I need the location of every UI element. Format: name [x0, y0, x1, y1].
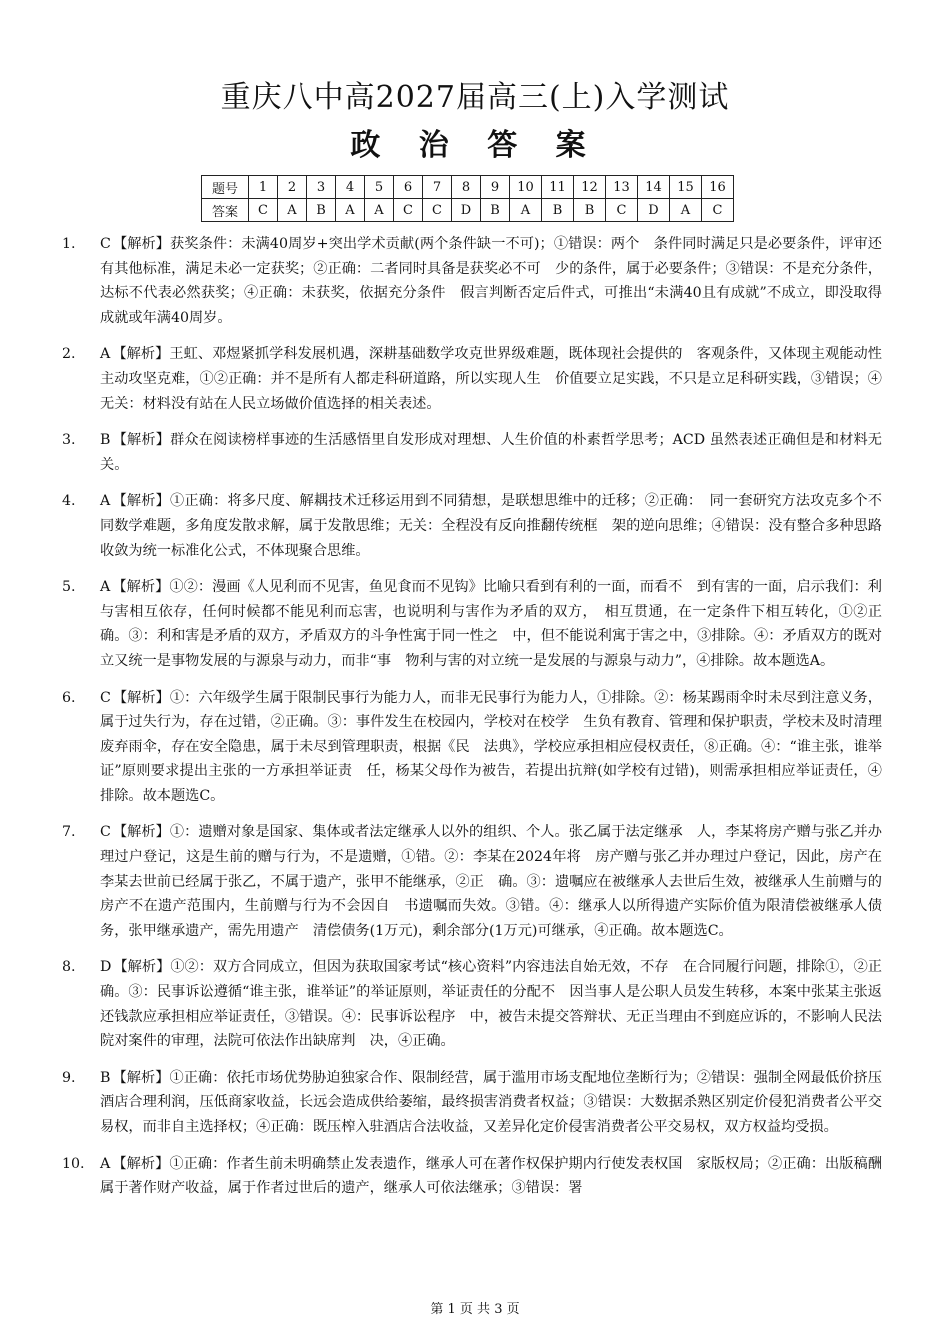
- item-text: 【解析】获奖条件：未满40周岁+突出学术贡献(两个条件缺一不可)；①错误：两个 条件同时满足只是必要条件，评审还有其他标准，满足未必一定获奖；②正确：二者同时具备是获奖必不可 少的条件，属于必要条件；③错误：不是充分条件，达标不代表必然获奖；④正确：未获奖，依据充分条件 假言判断否定后件式，可推出“未满40且有成就”不成立，即没取得成就或年满40周岁。: [100, 236, 882, 326]
- item-answer: C: [100, 236, 111, 252]
- explanation-item: [62, 428, 882, 477]
- page-title: 重庆八中高2027届高三(上)入学测试: [220, 80, 730, 115]
- row-label-number: 题号: [202, 176, 249, 199]
- item-number: 6.: [62, 689, 76, 706]
- item-number: 4.: [62, 493, 76, 510]
- answer-letter: B: [481, 199, 510, 222]
- item-number: 10.: [62, 1155, 85, 1172]
- answer-letter: B: [574, 199, 606, 222]
- question-number: 4: [336, 176, 365, 199]
- item-answer: C: [100, 689, 111, 706]
- item-answer: A: [100, 346, 111, 363]
- explanation-item: [62, 820, 882, 943]
- item-number: 3.: [62, 432, 76, 449]
- explanation-item: [62, 1066, 882, 1140]
- answer-letter: A: [278, 199, 307, 222]
- explanation-item: [62, 489, 882, 563]
- item-number: 1.: [62, 236, 76, 252]
- answer-letter: A: [670, 199, 702, 222]
- item-text: 【解析】群众在阅读榜样事迹的生活感悟里自发形成对理想、人生价值的朴素哲学思考；ACD 虽然表述正确但是和材料无关。: [100, 432, 882, 473]
- answer-letter: A: [365, 199, 394, 222]
- question-number: 16: [702, 176, 734, 199]
- answer-letter: A: [510, 199, 542, 222]
- item-text: 【解析】①正确：依托市场优势胁迫独家合作、限制经营，属于滥用市场支配地位垄断行为；②错误：强制全网最低价挤压酒店合理利润，压低商家收益，长远会造成供给萎缩，最终损害消费者权益；③错误：大数据杀熟区别定价侵犯消费者公平交易权，而非自主选择权；④正确：既压榨入驻酒店合法收益，又差异化定价侵害消费者公平交易权，双方权益均受损。: [100, 1069, 882, 1135]
- question-number: 10: [510, 176, 542, 199]
- item-answer: A: [100, 493, 111, 510]
- question-number: 12: [574, 176, 606, 199]
- answer-letter: B: [307, 199, 336, 222]
- answer-letter: A: [336, 199, 365, 222]
- item-text: 【解析】①正确：作者生前未明确禁止发表遗作，继承人可在著作权保护期内行使发表权国 家版权局；②正确：出版稿酬属于著作财产收益，属于作者过世后的遗产，继承人可依法继承；③错误：署: [100, 1155, 882, 1197]
- item-answer: B: [100, 432, 111, 449]
- item-number: 7.: [62, 824, 76, 841]
- question-number: 6: [394, 176, 423, 199]
- explanation-item: [62, 1152, 882, 1201]
- item-text: 【解析】①②：漫画《人见利而不见害，鱼见食而不见钩》比喻只看到有利的一面，而看不 到有害的一面，启示我们：利与害相互依存，任何时候都不能见利而忘害，也说明利与害作为矛盾的双方， 相互贯通，在一定条件下相互转化，①②正确。③：利和害是矛盾的双方，矛盾双方的斗争性寓于同一性之 中，但不能说利寓于害之中，③排除。④：矛盾双方的既对立又统一是事物发展的与源泉与动力，而非“事 物利与害的对立统一是发展的与源泉与动力”，④排除。故本题选A。: [100, 579, 882, 669]
- question-number: 11: [542, 176, 574, 199]
- item-text: 【解析】王虹、邓煜紧抓学科发展机遇，深耕基础数学攻克世界级难题，既体现社会提供的 客观条件，又体现主观能动性主动攻坚克难，①②正确：并不是所有人都走科研道路，所以实现人生 价值要立足实践，不只是立足科研实践，③错误；④无关：材料没有站在人民立场做价值选择的相关表述。: [100, 346, 882, 412]
- question-number: 8: [452, 176, 481, 199]
- item-number: 9.: [62, 1069, 76, 1086]
- answer-table-answer-row: [202, 199, 734, 222]
- explanation-item: [62, 342, 882, 416]
- question-number: 13: [606, 176, 638, 199]
- answer-table: [201, 175, 734, 222]
- item-text: 【解析】①：遗赠对象是国家、集体或者法定继承人以外的组织、个人。张乙属于法定继承 人，李某将房产赠与张乙并办理过户登记，这是生前的赠与行为，不是遗赠，①错。②：李某在2024年将 房产赠与张乙并办理过户登记，因此，房产在李某去世前已经属于张乙，不属于遗产，张甲不能继承，②正 确。③：遗嘱应在被继承人去世后生效，被继承人生前赠与的房产不在遗产范围内，生前赠与行为不会因自 书遗嘱而失效。③错。④：继承人以所得遗产实际价值为限清偿被继承人债务，张甲继承遗产，需先用遗产 清偿债务(1万元)，剩余部分(1万元)可继承，④正确。故本题选C。: [100, 824, 882, 939]
- answer-letter: D: [638, 199, 670, 222]
- question-number: 3: [307, 176, 336, 199]
- answer-letter: C: [423, 199, 452, 222]
- answer-letter: D: [452, 199, 481, 222]
- answer-letter: C: [249, 199, 278, 222]
- page-footer: 第 1 页 共 3 页: [430, 1302, 520, 1317]
- question-number: 1: [249, 176, 278, 199]
- answer-letter: C: [394, 199, 423, 222]
- page-subtitle: 政 治 答 案: [350, 128, 600, 163]
- question-number: 7: [423, 176, 452, 199]
- question-number: 2: [278, 176, 307, 199]
- question-number: 9: [481, 176, 510, 199]
- explanation-item: [62, 575, 882, 673]
- item-number: 8.: [62, 959, 76, 976]
- item-answer: C: [100, 824, 111, 841]
- row-label-answer: 答案: [202, 199, 249, 222]
- item-text: 【解析】①正确：将多尺度、解耦技术迁移运用到不同猜想，是联想思维中的迁移；②正确： 同一套研究方法攻克多个不同数学难题，多角度发散求解，属于发散思维；无关：全程没有反向推翻传统框 架的逆向思维；④错误：没有整合多种思路收敛为统一标准化公式，不体现聚合思维。: [100, 493, 882, 559]
- item-answer: B: [100, 1069, 111, 1086]
- item-number: 5.: [62, 579, 76, 596]
- item-text: 【解析】①②：双方合同成立，但因为获取国家考试“核心资料”内容违法自始无效，不存 在合同履行问题，排除①，②正确。③：民事诉讼遵循“谁主张，谁举证”的举证原则，举证责任的分配不 因当事人是公职人员发生转移，本案中张某主张返还钱款应承担相应举证责任，③错误。④：民事诉讼程序 中，被告未提交答辩状、无正当理由不到庭应诉的，不影响人民法院对案件的审理，法院可依法作出缺席判 决，④正确。: [100, 959, 882, 1050]
- answer-letter: B: [542, 199, 574, 222]
- explanation-item: [62, 686, 882, 809]
- explanation-item: [62, 232, 882, 330]
- question-number: 5: [365, 176, 394, 199]
- question-number: 14: [638, 176, 670, 199]
- item-number: 2.: [62, 346, 76, 363]
- answer-letter: C: [606, 199, 638, 222]
- item-answer: A: [100, 579, 111, 596]
- explanation-list: [62, 232, 882, 1213]
- answer-table-number-row: [202, 176, 734, 199]
- item-text: 【解析】①：六年级学生属于限制民事行为能力人，而非无民事行为能力人，①排除。②：杨某踢雨伞时未尽到注意义务，属于过失行为，存在过错，②正确。③：事件发生在校园内，学校对在校学 生负有教育、管理和保护职责，学校未及时清理废弃雨伞，存在安全隐患，属于未尽到管理职责，根据《民 法典》，学校应承担相应侵权责任，⑧正确。④：“谁主张，谁举证”原则要求提出主张的一方承担举证责 任，杨某父母作为被告，若提出抗辩(如学校有过错)，则需承担相应举证责任，④排除。故本题选C。: [100, 689, 882, 804]
- item-answer: D: [100, 959, 112, 976]
- explanation-item: [62, 955, 882, 1053]
- question-number: 15: [670, 176, 702, 199]
- item-answer: A: [100, 1155, 111, 1172]
- answer-letter: C: [702, 199, 734, 222]
